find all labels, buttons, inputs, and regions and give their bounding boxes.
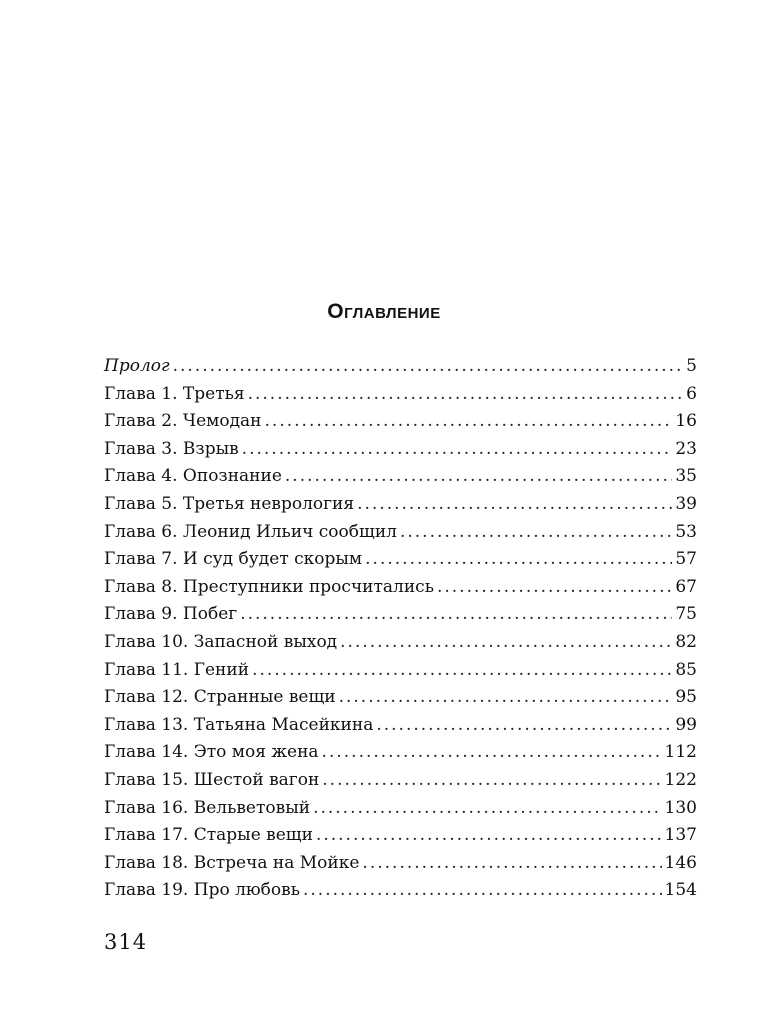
toc-entry-chapter-16: [104, 795, 697, 823]
toc-entry-chapter-14: [104, 739, 697, 767]
toc-leader-dots: [339, 684, 673, 712]
toc-leader-dots: [322, 767, 661, 795]
toc-leader-dots: [303, 877, 662, 905]
toc-entry-label: Глава 4. Опознание: [104, 466, 282, 487]
toc-entry-page: 99: [675, 714, 697, 735]
toc-leader-dots: [316, 822, 662, 850]
toc-leader-dots: [313, 795, 661, 823]
toc-leader-dots: [265, 408, 673, 436]
page-number: 314: [104, 930, 148, 954]
toc-entry-page: 137: [664, 825, 697, 846]
toc-leader-dots: [340, 629, 672, 657]
toc-entry-chapter-19: [104, 877, 697, 905]
toc-entry-label: Глава 2. Чемодан: [104, 411, 262, 432]
toc-entry-label: Глава 9. Побег: [104, 604, 238, 625]
toc-entry-label: Глава 1. Третья: [104, 383, 245, 404]
toc-entry-page: 5: [686, 356, 697, 376]
toc-entry-chapter-12: [104, 684, 697, 712]
toc-entry-chapter-17: [104, 822, 697, 850]
toc-entry-page: 23: [675, 438, 697, 459]
toc-entry-label: Глава 12. Странные вещи: [104, 687, 336, 708]
toc-leader-dots: [173, 353, 684, 381]
toc-entry-label: Глава 14. Это моя жена: [104, 742, 319, 763]
toc-entry-page: 146: [664, 852, 697, 873]
toc-entry-chapter-3: [104, 436, 697, 464]
toc-entry-label: Глава 16. Вельветовый: [104, 797, 311, 818]
toc-entry-page: 35: [675, 466, 697, 487]
toc-entry-chapter-8: [104, 574, 697, 602]
toc-entry-chapter-6: [104, 519, 697, 547]
toc-leader-dots: [365, 546, 672, 574]
toc-leader-dots: [437, 574, 672, 602]
toc-entry-chapter-10: [104, 629, 697, 657]
toc-entry-label: Глава 13. Татьяна Масейкина: [104, 714, 374, 735]
toc-entry-label: Пролог: [104, 356, 170, 376]
toc-entry-page: 39: [675, 493, 697, 514]
toc-entry-page: 95: [675, 687, 697, 708]
toc-entry-label: Глава 19. Про любовь: [104, 880, 300, 901]
toc-entry-chapter-15: [104, 767, 697, 795]
toc-leader-dots: [252, 657, 672, 685]
toc-entry-label: Глава 7. И суд будет скорым: [104, 549, 363, 570]
toc-leader-dots: [285, 463, 672, 491]
toc-leader-dots: [242, 436, 673, 464]
toc-entry-page: 122: [664, 769, 697, 790]
toc-entry-prologue: [104, 353, 697, 381]
toc-entry-page: 53: [675, 521, 697, 542]
toc-leader-dots: [248, 381, 684, 409]
page-title: Оглавление: [327, 300, 441, 324]
toc-entry-label: Глава 10. Запасной выход: [104, 631, 338, 652]
toc-entry-page: 85: [675, 659, 697, 680]
toc-entry-label: Глава 3. Взрыв: [104, 438, 239, 459]
toc-entry-chapter-7: [104, 546, 697, 574]
toc-entry-chapter-5: [104, 491, 697, 519]
toc-entry-chapter-13: [104, 712, 697, 740]
toc-entry-chapter-11: [104, 657, 697, 685]
toc-entry-label: Глава 11. Гений: [104, 659, 250, 680]
toc-entry-page: 57: [675, 549, 697, 570]
toc-entry-page: 112: [664, 742, 697, 763]
toc-entry-chapter-9: [104, 601, 697, 629]
toc-entry-label: Глава 15. Шестой вагон: [104, 769, 320, 790]
toc-entry-chapter-2: [104, 408, 697, 436]
toc-entry-label: Глава 6. Леонид Ильич сообщил: [104, 521, 397, 542]
toc-entry-page: 67: [675, 576, 697, 597]
toc-leader-dots: [362, 850, 661, 878]
toc-entry-label: Глава 8. Преступники просчитались: [104, 576, 434, 597]
toc-leader-dots: [357, 491, 672, 519]
toc-entry-page: 154: [664, 880, 697, 901]
table-of-contents: [104, 353, 697, 905]
toc-entry-page: 75: [675, 604, 697, 625]
toc-leader-dots: [240, 601, 672, 629]
toc-entry-label: Глава 5. Третья неврология: [104, 493, 355, 514]
toc-entry-label: Глава 17. Старые вещи: [104, 825, 313, 846]
toc-entry-label: Глава 18. Встреча на Мойке: [104, 852, 360, 873]
toc-entry-page: 6: [686, 383, 697, 404]
toc-leader-dots: [322, 739, 662, 767]
toc-entry-page: 16: [675, 411, 697, 432]
toc-entry-chapter-4: [104, 463, 697, 491]
toc-entry-page: 82: [675, 631, 697, 652]
toc-leader-dots: [400, 519, 672, 547]
toc-leader-dots: [376, 712, 672, 740]
toc-entry-chapter-1: [104, 381, 697, 409]
toc-entry-chapter-18: [104, 850, 697, 878]
toc-entry-page: 130: [664, 797, 697, 818]
